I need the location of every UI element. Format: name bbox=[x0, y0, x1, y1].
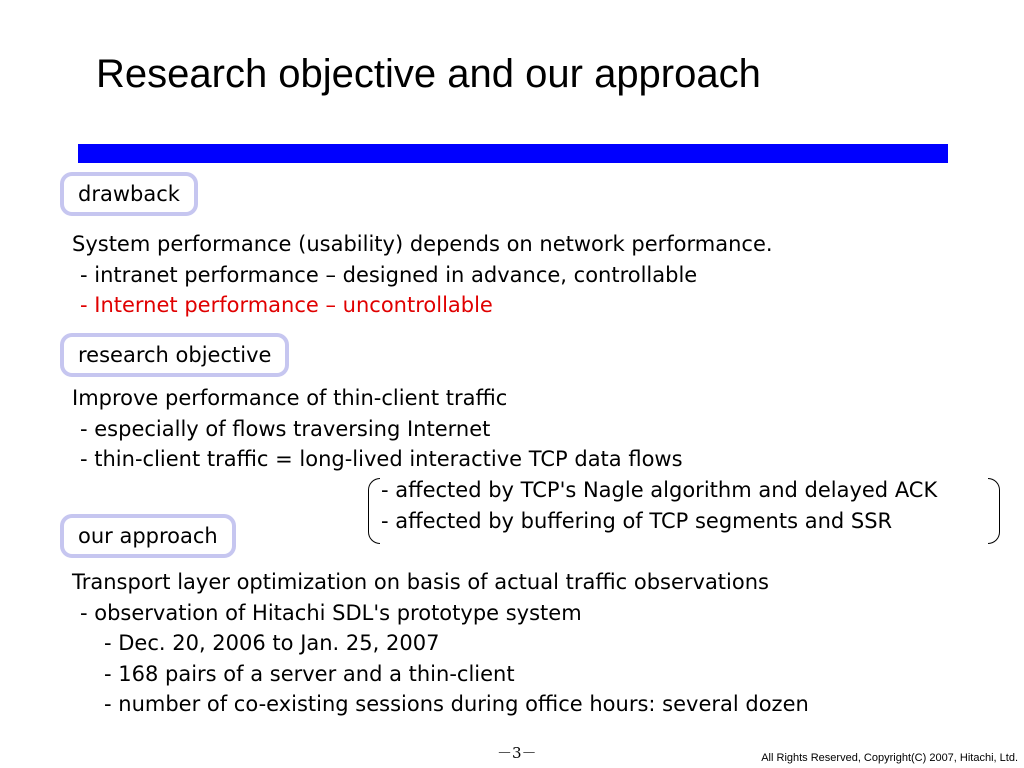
objective-line-5: - affected by buffering of TCP segments and SSR bbox=[381, 509, 893, 533]
approach-line-5: - number of co-existing sessions during office hours: several dozen bbox=[104, 692, 809, 716]
objective-line-2: - especially of flows traversing Internet bbox=[80, 417, 491, 441]
drawback-line-1: System performance (usability) depends on network performance. bbox=[72, 232, 773, 256]
drawback-label: drawback bbox=[60, 172, 198, 216]
our-approach-label: our approach bbox=[60, 514, 236, 558]
objective-line-4: - affected by TCP's Nagle algorithm and delayed ACK bbox=[381, 478, 938, 502]
objective-line-3: - thin-client traffic = long-lived interactive TCP data flows bbox=[80, 447, 683, 471]
approach-line-3: - Dec. 20, 2006 to Jan. 25, 2007 bbox=[104, 631, 440, 655]
left-bracket bbox=[368, 478, 380, 544]
drawback-line-3: - Internet performance – uncontrollable bbox=[80, 293, 493, 317]
copyright-notice: All Rights Reserved, Copyright(C) 2007, Hitachi, Ltd. bbox=[761, 752, 1018, 764]
approach-line-1: Transport layer optimization on basis of actual traffic observations bbox=[72, 570, 769, 594]
approach-line-2: - observation of Hitachi SDL's prototype system bbox=[80, 601, 582, 625]
drawback-line-2: - intranet performance – designed in advance, controllable bbox=[80, 263, 698, 287]
approach-line-4: - 168 pairs of a server and a thin-client bbox=[104, 662, 515, 686]
page-number: －3－ bbox=[497, 744, 537, 762]
slide-title: Research objective and our approach bbox=[96, 52, 761, 96]
research-objective-label: research objective bbox=[60, 333, 289, 377]
right-bracket bbox=[988, 478, 1000, 544]
objective-line-1: Improve performance of thin-client traffic bbox=[72, 386, 508, 410]
title-underline-bar bbox=[78, 144, 948, 163]
